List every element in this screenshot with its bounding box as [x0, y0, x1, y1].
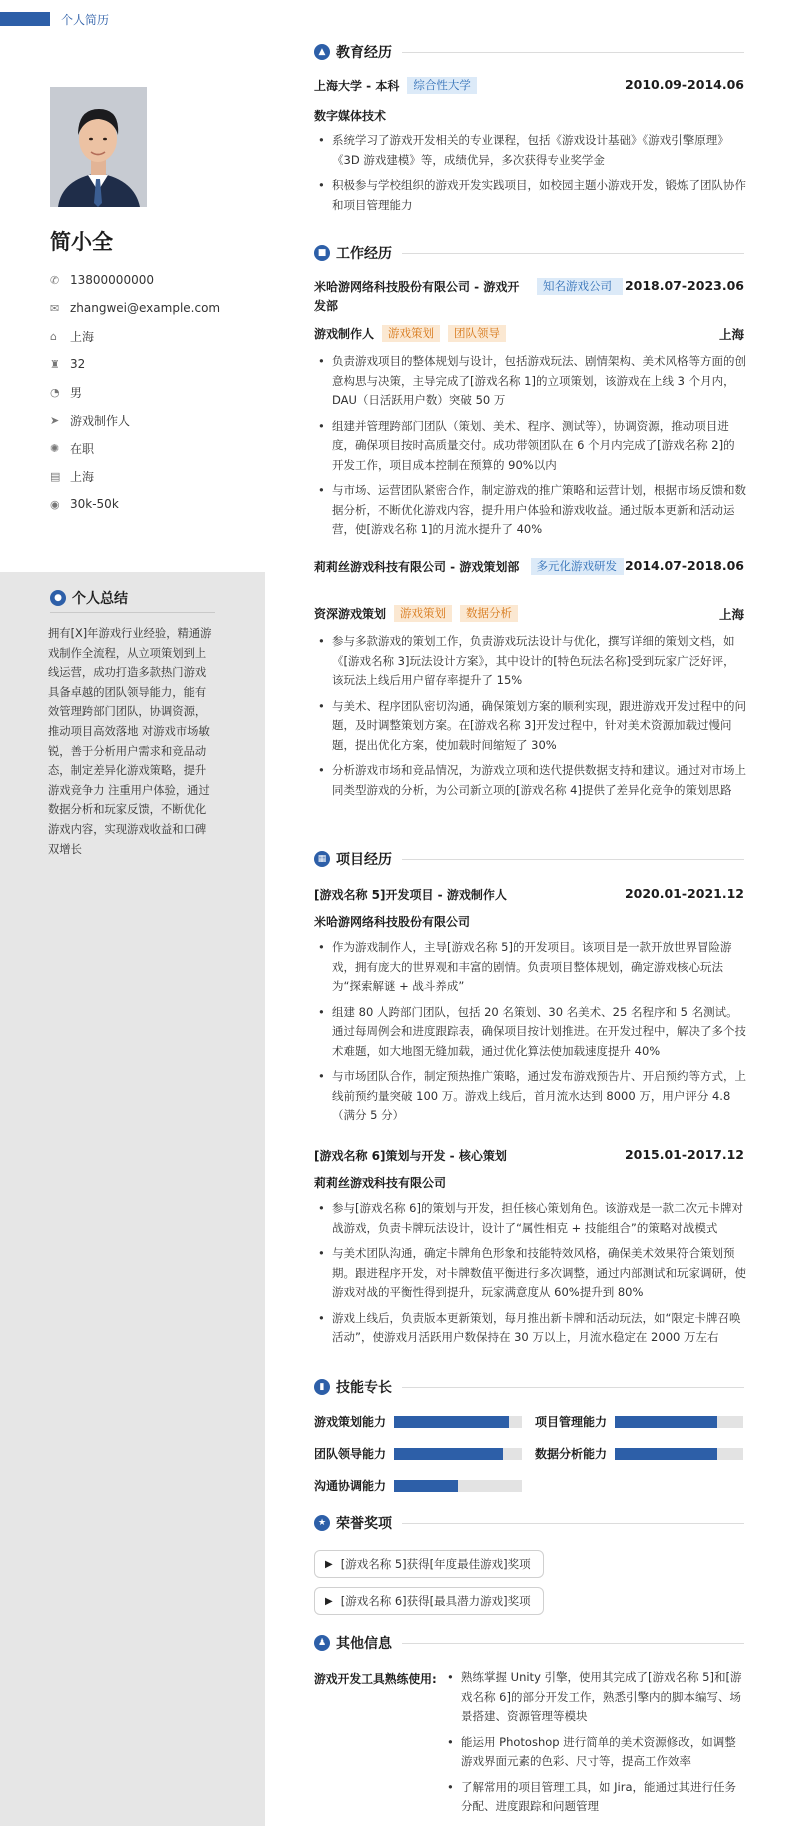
info-city: [50, 462, 220, 490]
section-divider: [402, 1387, 744, 1388]
honor-text: [游戏名称 6]获得[最具潜力游戏]奖项: [340, 1594, 531, 1608]
info-position: [50, 406, 220, 434]
grid-icon: ▦: [314, 851, 330, 867]
person-icon: ♟: [314, 1635, 330, 1651]
other-heading: [314, 1633, 744, 1653]
job-2-company-name: 莉莉丝游戏科技有限公司 - 游戏策划部: [314, 560, 520, 574]
skill-item: [535, 1413, 743, 1430]
user-icon: ●: [50, 590, 66, 606]
section-divider: [402, 1643, 744, 1644]
profile-name: 简小全: [50, 230, 113, 254]
section-divider: [402, 253, 744, 254]
summary-title: 个人总结: [72, 591, 128, 607]
info-phone-text: 13800000000: [70, 273, 154, 287]
home-icon: ⌂: [50, 329, 57, 343]
info-gender: [50, 378, 220, 406]
project-2-date: 2015.01-2017.12: [624, 1147, 744, 1162]
skill-name: 项目管理能力: [535, 1415, 608, 1429]
info-gender-text: 男: [70, 385, 83, 400]
list-item: • 参与多款游戏的策划工作，负责游戏玩法设计与优化，撰写详细的策划文档，如《[游戏名称 3]玩法设计方案》，其中设计的[特色玩法名称]受到玩家广泛好评，该玩法上线后用户留存率提升了 15%: [314, 632, 746, 691]
list-item: • 与美术、程序团队密切沟通，确保策划方案的顺利实现，跟进游戏开发过程中的问题，及时调整策划方案。在[游戏名称 3]开发过程中，针对美术资源加载过慢问题，提出优化方案，使加载时间缩短了 30%: [314, 697, 746, 756]
job-1-tag-1: 游戏策划: [382, 325, 440, 342]
skill-bar-track: [394, 1448, 522, 1460]
skill-name: 团队领导能力: [314, 1447, 387, 1461]
honors-heading: [314, 1513, 744, 1533]
info-status: [50, 434, 220, 462]
projects-title: 项目经历: [336, 852, 392, 868]
skill-name: 游戏策划能力: [314, 1415, 387, 1429]
graduation-cap-icon: ▲: [314, 44, 330, 60]
status-icon: ✺: [50, 441, 60, 455]
job-2-role-row: [314, 605, 744, 623]
salary-icon: ◉: [50, 497, 60, 511]
job-2-company: [314, 558, 624, 577]
job-1-role: [314, 325, 506, 342]
skill-bar-track: [615, 1416, 743, 1428]
skills-heading: [314, 1377, 744, 1397]
skill-item: [535, 1445, 743, 1462]
summary-heading: [50, 588, 128, 608]
job-2-tag-1: 游戏策划: [394, 605, 452, 622]
list-item: • 参与[游戏名称 6]的策划与开发，担任核心策划角色。该游戏是一款二次元卡牌对战游戏，负责卡牌玩法设计，设计了“属性相克 + 技能组合”的策略对战模式: [314, 1199, 746, 1238]
avatar-portrait: [50, 87, 147, 207]
skill-bar-fill: [394, 1480, 458, 1492]
job-row-1: [314, 278, 744, 316]
honor-item[interactable]: [314, 1550, 544, 1578]
project-2-bullets: [314, 1199, 746, 1354]
header-tag-label: 个人简历: [61, 13, 110, 27]
info-email: [50, 294, 220, 322]
skill-bar-track: [394, 1480, 522, 1492]
job-1-badge: 知名游戏公司: [537, 278, 623, 295]
skill-bar-fill: [615, 1448, 717, 1460]
project-2-company: 莉莉丝游戏科技有限公司: [314, 1176, 447, 1190]
info-status-text: 在职: [70, 441, 95, 456]
bar-chart-icon: ▮: [314, 1379, 330, 1395]
info-position-text: 游戏制作人: [70, 413, 131, 428]
list-item: • 与美术团队沟通，确定卡牌角色形象和技能特效风格，确保美术效果符合策划预期。跟进程序开发，对卡牌数值平衡进行多次调整，通过内部测试和玩家调研，使游戏对战的平衡性得到提升，玩家满意度从 60%提升到 80%: [314, 1244, 746, 1303]
list-item: • 积极参与学校组织的游戏开发实践项目，如校园主题小游戏开发，锻炼了团队协作和项目管理能力: [314, 176, 746, 215]
job-2-tag-2: 数据分析: [460, 605, 518, 622]
job-1-role-name: 游戏制作人: [314, 327, 375, 341]
job-1-role-row: [314, 325, 744, 343]
phone-icon: ✆: [50, 273, 60, 287]
info-salary-text: 30k-50k: [70, 497, 119, 511]
summary-text: 拥有[X]年游戏行业经验，精通游戏制作全流程，从立项策划到上线运营，成功打造多款热门游戏 具备卓越的团队领导能力，能有效管理跨部门团队，协调资源，推动项目高效落地 对游戏市场敏锐，善于分析用户需求和竞品动态，制定差异化游戏策略，提升游戏竞争力 注重用户体验，通过数据分析和玩家反馈，不断优化游戏内容，实现游戏收益和口碑双增长: [48, 627, 212, 856]
education-heading: [314, 42, 744, 62]
skill-bar-fill: [394, 1416, 509, 1428]
info-salary: [50, 490, 220, 518]
award-icon: ★: [314, 1515, 330, 1531]
job-2-city: 上海: [718, 607, 744, 622]
job-2-badge: 多元化游戏研发: [531, 558, 624, 575]
profile-info-list: [50, 266, 220, 518]
summary-divider: [50, 612, 215, 613]
job-2-date: 2014.07-2018.06: [624, 558, 744, 573]
honor-text: [游戏名称 5]获得[年度最佳游戏]奖项: [340, 1557, 531, 1571]
skill-name: 沟通协调能力: [314, 1479, 387, 1493]
age-icon: ♜: [50, 357, 60, 371]
list-item: • 熟练掌握 Unity 引擎，使用其完成了[游戏名称 5]和[游戏名称 6]的部分开发工作，熟悉引擎内的脚本编写、场景搭建、资源管理等模块: [443, 1668, 745, 1727]
project-2-name: [游戏名称 6]策划与开发 - 核心策划: [314, 1149, 507, 1163]
education-bullets: [314, 131, 746, 221]
projects-heading: [314, 849, 744, 869]
honors-title: 荣誉奖项: [336, 1516, 392, 1532]
list-item: • 组建 80 人跨部门团队，包括 20 名策划、30 名美术、25 名程序和 5 名测试。通过每周例会和进度跟踪表，确保项目按计划推进。在开发过程中，解决了多个技术难题，如大地图无缝加载，通过优化算法使加载速度提升 40%: [314, 1003, 746, 1062]
project-1-row: [314, 886, 744, 903]
section-divider: [402, 52, 744, 53]
project-1-company: 米哈游网络科技股份有限公司: [314, 915, 471, 929]
skill-bar-track: [394, 1416, 522, 1428]
education-date: 2010.09-2014.06: [624, 77, 744, 92]
info-city-text: 上海: [70, 469, 95, 484]
list-item: • 组建并管理跨部门团队（策划、美术、程序、测试等），协调资源，推动项目进度，确保项目按时高质量交付。成功带领团队在 6 个月内完成了[游戏名称 2]的开发工作，项目成本控制在预算的 90%以内: [314, 417, 746, 476]
work-title: 工作经历: [336, 246, 392, 262]
skill-bar-fill: [615, 1416, 717, 1428]
skill-bar-track: [615, 1448, 743, 1460]
header-tag-bar: [0, 12, 50, 26]
list-item: • 与市场团队合作，制定预热推广策略，通过发布游戏预告片、开启预约等方式，上线前预约量突破 100 万。游戏上线后，首月流水达到 8000 万，用户评分 4.8（满分 5 分）: [314, 1067, 746, 1126]
job-2-bullets: [314, 632, 746, 806]
info-phone: [50, 266, 220, 294]
skills-title: 技能专长: [336, 1380, 392, 1396]
job-2-role-name: 资深游戏策划: [314, 607, 387, 621]
skill-item: [314, 1413, 522, 1430]
job-1-tag-2: 团队领导: [448, 325, 506, 342]
info-age: [50, 350, 220, 378]
skill-bar-fill: [394, 1448, 503, 1460]
other-title: 其他信息: [336, 1636, 392, 1652]
project-2-row: [314, 1147, 744, 1164]
job-1-city: 上海: [718, 327, 744, 342]
skill-item: [314, 1477, 522, 1494]
email-icon: ✉: [50, 301, 60, 315]
list-item: • 了解常用的项目管理工具，如 Jira，能通过其进行任务分配、进度跟踪和问题管理: [443, 1778, 745, 1817]
building-icon: ▤: [50, 469, 61, 483]
education-school-name: 上海大学 - 本科: [314, 79, 400, 93]
send-icon: ➤: [50, 413, 60, 427]
info-location: [50, 322, 220, 350]
job-1-company: [314, 278, 624, 316]
info-location-text: 上海: [70, 329, 95, 344]
info-age-text: 32: [70, 357, 86, 371]
gender-icon: ◔: [50, 385, 60, 399]
info-email-text: zhangwei@example.com: [70, 301, 221, 315]
project-1-name: [游戏名称 5]开发项目 - 游戏制作人: [314, 888, 507, 902]
skill-name: 数据分析能力: [535, 1447, 608, 1461]
list-item: • 系统学习了游戏开发相关的专业课程，包括《游戏设计基础》《游戏引擎原理》《3D 游戏建模》等，成绩优异，多次获得专业奖学金: [314, 131, 746, 170]
project-1-date: 2020.01-2021.12: [624, 886, 744, 901]
list-item: • 分析游戏市场和竞品情况，为游戏立项和迭代提供数据支持和建议。通过对市场上同类型游戏的分析，为公司新立项的[游戏名称 4]提供了差异化竞争的策划思路: [314, 761, 746, 800]
job-1-company-name: 米哈游网络科技股份有限公司 - 游戏开发部: [314, 280, 520, 313]
honor-item[interactable]: [314, 1587, 544, 1615]
job-2-role: [314, 605, 518, 622]
skill-item: [314, 1445, 522, 1462]
section-divider: [402, 1523, 744, 1524]
list-item: • 游戏上线后，负责版本更新策划，每月推出新卡牌和活动玩法，如“限定卡牌召唤活动”，使游戏月活跃用户数保持在 30 万以上，月流水稳定在 2000 万左右: [314, 1309, 746, 1348]
list-item: • 能运用 Photoshop 进行简单的美术资源修改，如调整游戏界面元素的色彩、尺寸等，提高工作效率: [443, 1733, 745, 1772]
play-triangle-icon: ▶: [325, 1595, 333, 1607]
education-row: [314, 77, 744, 94]
briefcase-icon: ■: [314, 245, 330, 261]
job-1-date: 2018.07-2023.06: [624, 278, 744, 293]
job-row-2: [314, 558, 744, 577]
education-title: 教育经历: [336, 45, 392, 61]
other-bullets: [443, 1668, 745, 1823]
education-badge: 综合性大学: [407, 77, 477, 94]
list-item: • 作为游戏制作人，主导[游戏名称 5]的开发项目。该项目是一款开放世界冒险游戏，拥有庞大的世界观和丰富的剧情。负责项目整体规划，确定游戏核心玩法为“探索解谜 + 战斗养成”: [314, 938, 746, 997]
work-heading: [314, 243, 744, 263]
avatar: [50, 87, 147, 207]
list-item: • 与市场、运营团队紧密合作，制定游戏的推广策略和运营计划，根据市场反馈和数据分析，不断优化游戏内容，提升用户体验和游戏收益。通过版本更新和活动运营，使[游戏名称 1]的月流水提升了 40%: [314, 481, 746, 540]
job-1-bullets: [314, 352, 746, 546]
education-school: [314, 77, 477, 94]
play-triangle-icon: ▶: [325, 1558, 333, 1570]
list-item: • 负责游戏项目的整体规划与设计，包括游戏玩法、剧情架构、美术风格等方面的创意构思与决策，主导完成了[游戏名称 1]的立项策划，该游戏在上线 3 个月内，DAU（日活跃用户数）突破 50 万: [314, 352, 746, 411]
project-1-bullets: [314, 938, 746, 1132]
section-divider: [402, 859, 744, 860]
education-major: 数字媒体技术: [314, 109, 387, 123]
other-label: 游戏开发工具熟练使用:: [314, 1672, 437, 1686]
